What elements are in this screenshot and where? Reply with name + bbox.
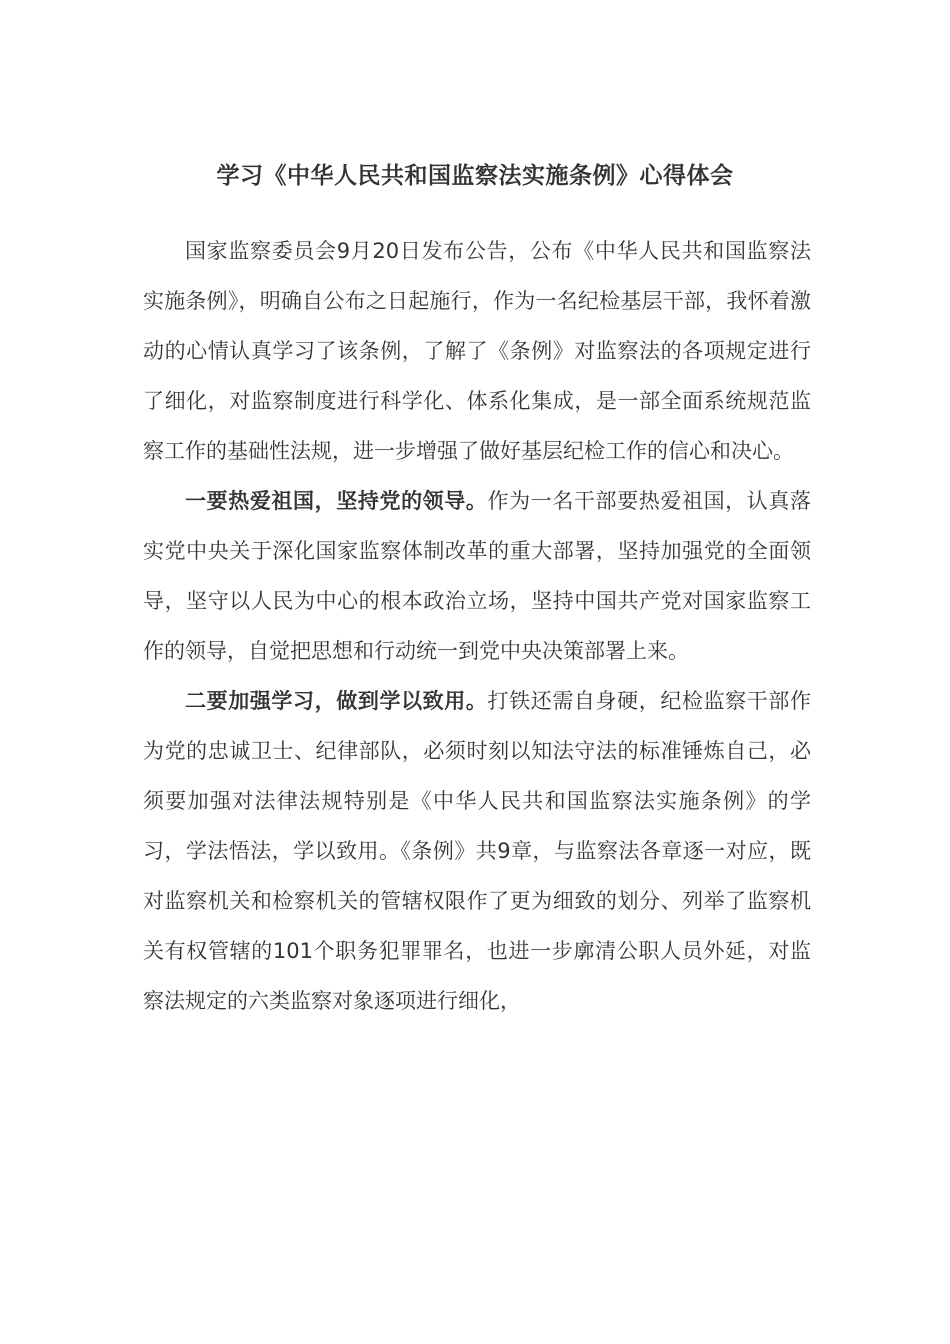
paragraph-point-two — [143, 676, 811, 1026]
paragraph-point-two-heading: 二要加强学习，做到学以致用。 — [185, 689, 488, 713]
paragraph-point-one — [143, 476, 811, 676]
document-body — [143, 226, 811, 1026]
paragraph-intro-text: 国家监察委员会9月20日发布公告，公布《中华人民共和国监察法实施条例》，明确自公布之日起施行，作为一名纪检基层干部，我怀着激动的心情认真学习了该条例，了解了《条例》对监察法的各项规定进行了细化，对监察制度进行科学化、体系化集成，是一部全面系统规范监察工作的基础性法规，进一步增强了做好基层纪检工作的信心和决心。 — [143, 239, 811, 463]
paragraph-point-one-text: 作为一名干部要热爱祖国，认真落实党中央关于深化国家监察体制改革的重大部署，坚持加强党的全面领导，坚守以人民为中心的根本政治立场，坚持中国共产党对国家监察工作的领导，自觉把思想和行动统一到党中央决策部署上来。 — [143, 489, 811, 663]
paragraph-intro — [143, 226, 811, 476]
paragraph-point-one-heading: 一要热爱祖国，坚持党的领导。 — [185, 489, 488, 513]
paragraph-point-two-text: 打铁还需自身硬，纪检监察干部作为党的忠诚卫士、纪律部队，必须时刻以知法守法的标准锤炼自己，必须要加强对法律法规特别是《中华人民共和国监察法实施条例》的学习，学法悟法，学以致用。《条例》共9章，与监察法各章逐一对应，既对监察机关和检察机关的管辖权限作了更为细致的划分、列举了监察机关有权管辖的101个职务犯罪罪名，也进一步廓清公职人员外延，对监察法规定的六类监察对象逐项进行细化， — [143, 689, 811, 1013]
document-title: 学习《中华人民共和国监察法实施条例》心得体会 — [216, 163, 734, 189]
